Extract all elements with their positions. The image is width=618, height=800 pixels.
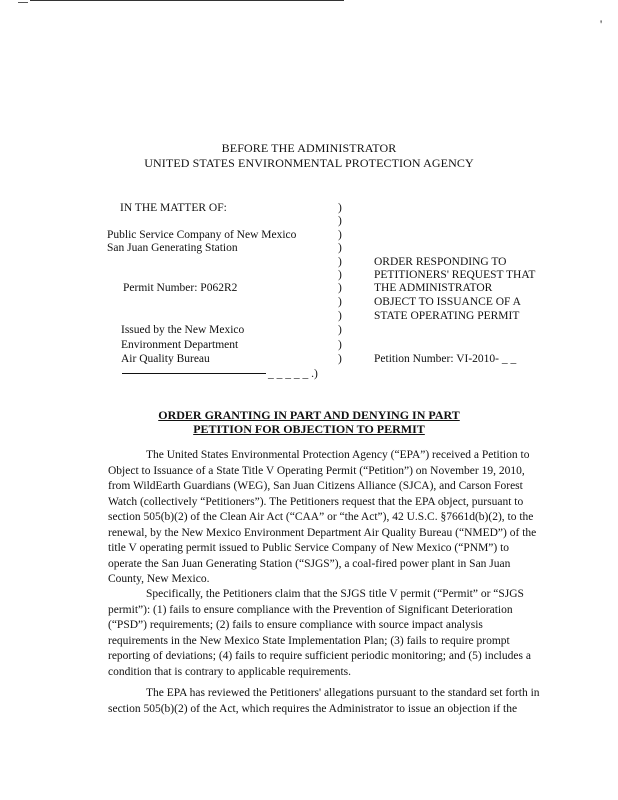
header-administrator: BEFORE THE ADMINISTRATOR	[221, 141, 397, 155]
paragraph-line: section 505(b)(2) of the Clean Air Act (“CAA” or “the Act”), 42 U.S.C. §7661d(b)(2), to the	[108, 511, 534, 523]
caption-permit-number: Permit Number: P062R2	[123, 282, 238, 294]
paragraph-line: Watch (collectively “Petitioners”). The Petitioners request that the EPA object, pursuant to	[108, 495, 524, 508]
caption-paren: )	[338, 324, 342, 336]
caption-issued-line3: Air Quality Bureau	[121, 353, 210, 365]
caption-paren: )	[338, 269, 342, 281]
caption-closing-rule	[122, 367, 318, 381]
caption-dash-trail: _ _ _ _ _ .)	[268, 368, 318, 380]
caption-paren: )	[338, 310, 342, 322]
order-title-line1: ORDER GRANTING IN PART AND DENYING IN PART	[158, 408, 460, 422]
caption-party-line1: Public Service Company of New Mexico	[107, 229, 297, 241]
caption-paren: )	[338, 296, 342, 308]
caption-paren: )	[338, 215, 342, 227]
corner-mark: '	[600, 17, 603, 31]
paragraph-line: operate the San Juan Generating Station (“SJGS”), a coal-fired power plant in San Juan	[108, 557, 511, 570]
scan-artifact-mark	[18, 2, 28, 3]
caption-paren: )	[338, 256, 342, 268]
paragraph-intro	[108, 448, 540, 588]
order-caption-line: THE ADMINISTRATOR	[374, 282, 493, 294]
paragraph-line: title V operating permit issued to Public Service Company of New Mexico (“PNM”) to	[108, 542, 510, 554]
paragraph-line: Specifically, the Petitioners claim that the SJGS title V permit (“Permit” or “SJGS	[146, 588, 524, 600]
order-caption-line: PETITIONERS' REQUEST THAT	[374, 269, 536, 281]
paragraph-line: Object to Issuance of a State Title V Operating Permit (“Petition”) on November 19, 2010,	[108, 464, 525, 477]
paragraph-line: The United States Environmental Protection Agency (“EPA”) received a Petition to	[146, 449, 530, 461]
paragraph-line: County, New Mexico.	[108, 573, 210, 585]
header-agency: UNITED STATES ENVIRONMENTAL PROTECTION AGENCY	[144, 156, 474, 170]
caption-paren: )	[338, 353, 342, 365]
scan-artifact-top-line	[30, 0, 344, 1]
paragraph-line: section 505(b)(2) of the Act, which requires the Administrator to issue an objection if the	[108, 702, 518, 715]
caption-paren: )	[338, 339, 342, 351]
caption-party-line2: San Juan Generating Station	[107, 242, 238, 254]
paragraph-line: permit”): (1) fails to ensure compliance with the Prevention of Significant Deterioration	[108, 603, 513, 616]
caption-paren: )	[338, 282, 342, 294]
caption-paren: )	[338, 229, 342, 241]
paragraph-line: The EPA has reviewed the Petitioners' allegations pursuant to the standard set forth in	[146, 687, 540, 699]
caption-in-the-matter: IN THE MATTER OF:	[120, 202, 227, 214]
paragraph-line: (“PSD”) requirements; (2) fails to ensure compliance with source impact analysis	[108, 619, 483, 631]
order-caption-line: ORDER RESPONDING TO	[374, 256, 507, 268]
paragraph-line: renewal, by the New Mexico Environment Department Air Quality Bureau (“NMED”) of the	[108, 526, 537, 539]
order-caption-line: STATE OPERATING PERMIT	[374, 310, 520, 322]
paragraph-line: condition that is contrary to applicable requirements.	[108, 665, 352, 678]
caption-paren: )	[338, 202, 342, 214]
caption-issued-line2: Environment Department	[121, 339, 239, 351]
caption-paren: )	[338, 242, 342, 254]
caption-issued-line1: Issued by the New Mexico	[121, 324, 245, 336]
paragraph-line: requirements in the New Mexico State Implementation Plan; (3) fails to require prompt	[108, 634, 510, 647]
petition-number: Petition Number: VI-2010- _ _	[374, 353, 517, 365]
paragraph-claims	[108, 587, 540, 680]
order-caption-line: OBJECT TO ISSUANCE OF A	[374, 296, 521, 308]
paragraph-line: from WildEarth Guardians (WEG), San Juan Citizens Alliance (SJCA), and Carson Forest	[108, 480, 523, 492]
paragraph-line: reporting of deviations; (4) fails to require sufficient periodic monitoring; and (5) includes a	[108, 650, 531, 662]
paragraph-review	[108, 686, 540, 717]
order-title-line2: PETITION FOR OBJECTION TO PERMIT	[193, 422, 425, 436]
